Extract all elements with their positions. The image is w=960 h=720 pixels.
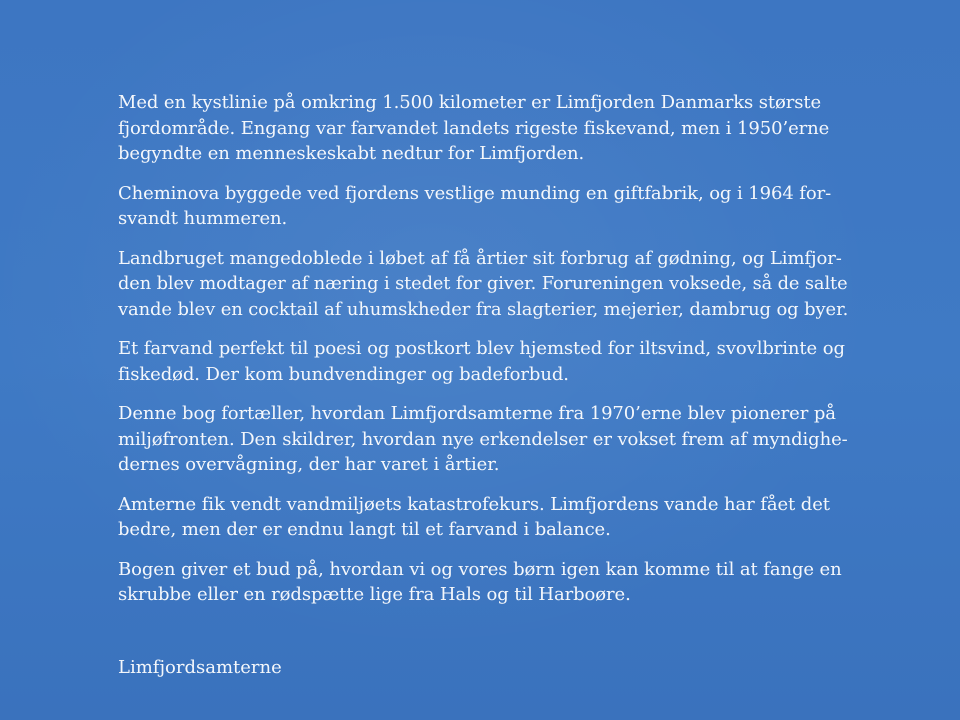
text-line: miljøfronten. Den skildrer, hvordan nye erkendelser er vokset frem af myndighe- [118, 428, 848, 450]
text-line: Med en kystlinie på omkring 1.500 kilometer er Limfjorden Danmarks største [118, 92, 822, 113]
paragraph-1 [118, 90, 848, 167]
text-line: Denne bog fortæller, hvordan Limfjordsamterne fra 1970’erne blev pionerer på [118, 403, 836, 424]
paragraph-2 [118, 181, 848, 232]
paragraph-4 [118, 336, 848, 387]
text-line: vande blev en cocktail af uhumskheder fra slagterier, mejerier, dambrug og byer. [118, 298, 849, 320]
text-line: fjordområde. Engang var farvandet landets rigeste fiskevand, men i 1950’erne [118, 117, 830, 139]
text-line: Cheminova byggede ved fjordens vestlige munding en giftfabrik, og i 1964 for- [118, 182, 832, 204]
text-line: dernes overvågning, der har varet i årtier. [118, 454, 500, 475]
text-line: svandt hummeren. [118, 208, 288, 229]
paragraph-3 [118, 246, 848, 323]
text-line: Amterne fik vendt vandmiljøets katastrofekurs. Limfjordens vande har fået det [118, 493, 830, 515]
text-line: Landbruget mangedoblede i løbet af få årtier sit forbrug af gødning, og Limfjor- [118, 247, 842, 269]
publisher-signature: Limfjordsamterne [118, 657, 282, 678]
text-line: skrubbe eller en rødspætte lige fra Hals og til Harboøre. [118, 584, 631, 605]
paragraph-5 [118, 401, 848, 478]
text-line: bedre, men der er endnu langt til et farvand i balance. [118, 519, 611, 540]
text-line: fiskedød. Der kom bundvendinger og badeforbud. [118, 363, 569, 385]
text-line: Bogen giver et bud på, hvordan vi og vores børn igen kan komme til at fange en [118, 558, 842, 580]
text-line: den blev modtager af næring i stedet for giver. Forureningen voksede, så de salte [118, 273, 848, 294]
text-line: begyndte en menneskeskabt nedtur for Limfjorden. [118, 143, 585, 164]
text-line: Et farvand perfekt til poesi og postkort blev hjemsted for iltsvind, svovlbrinte og [118, 338, 845, 359]
blurb-text [118, 90, 848, 622]
paragraph-7 [118, 557, 848, 608]
paragraph-6 [118, 492, 848, 543]
